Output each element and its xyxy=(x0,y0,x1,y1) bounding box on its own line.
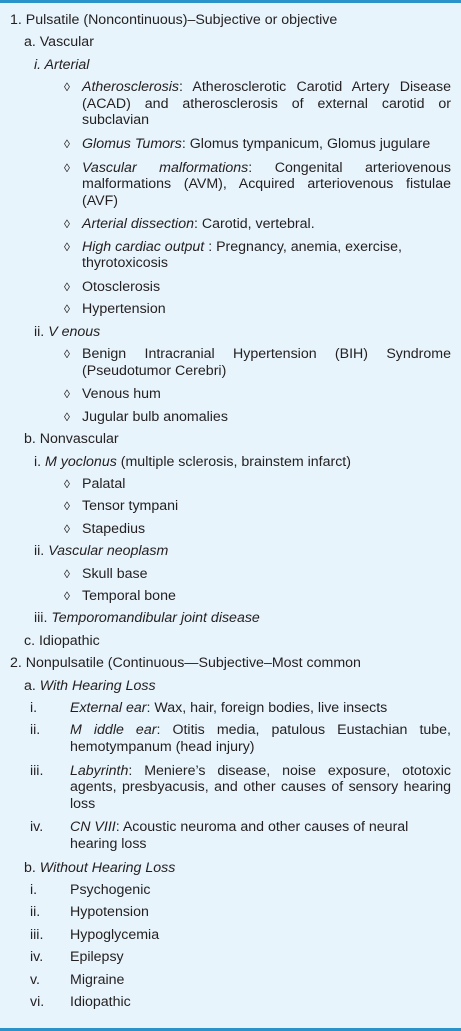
diamond-bullet-icon: ◊ xyxy=(64,347,70,362)
subheading-nonvascular: b. Nonvascular xyxy=(24,431,119,448)
list-item: vi. Idiopathic xyxy=(30,994,131,1011)
subheading-vascular-neoplasm: ii. Vascular neoplasm xyxy=(34,543,169,560)
list-item: ◊ Palatal xyxy=(10,473,451,495)
subheading-myoclonus: i. M yoclonus (multiple sclerosis, brainstem infarct) xyxy=(34,453,351,470)
list-item: ◊ Otosclerosis xyxy=(10,276,451,298)
list-item: ◊ Jugular bulb anomalies xyxy=(10,406,451,428)
subheading-with-hearing-loss: a. With Hearing Loss xyxy=(24,677,156,694)
diamond-bullet-icon: ◊ xyxy=(64,137,70,151)
list-item: ◊ Vascular malformations: Congenital arteriovenous malformations (AVM), Acquired arteriovenous fistulae (AVF) xyxy=(64,159,451,209)
list-item: v. Migraine xyxy=(30,971,125,988)
section-heading-pulsatile: 1. Pulsatile (Noncontinuous)–Subjective or objective xyxy=(10,12,338,28)
list-item: iv. CN VIII: Acoustic neuroma and other causes of neural hearing loss xyxy=(30,819,409,853)
diamond-bullet-icon: ◊ xyxy=(64,499,70,514)
list-item: ◊ Arterial dissection: Carotid, vertebral. xyxy=(10,213,451,235)
list-item: ◊ Benign Intracranial Hypertension (BIH) Syndrome (Pseudotumor Cerebri) xyxy=(64,346,451,379)
subheading-without-hearing-loss: b. Without Hearing Loss xyxy=(24,859,176,876)
section-heading-nonpulsatile: 2. Nonpulsatile (Continuous—Subjective–Most common xyxy=(10,655,361,672)
list-item: ◊ Glomus Tumors: Glomus tympanicum, Glomus jugulare xyxy=(64,136,431,152)
list-item: iii. Labyrinth: Meniere’s disease, noise exposure, ototoxic agents, presbyacusis, and other causes of sensory hearing loss xyxy=(30,762,451,812)
list-item: ◊ Hypertension xyxy=(10,298,451,320)
subheading-arterial: i. Arterial xyxy=(34,56,90,73)
list-item: ◊ Temporal bone xyxy=(10,585,451,607)
list-item: ◊ Tensor tympani xyxy=(10,495,451,517)
diamond-bullet-icon: ◊ xyxy=(64,521,70,536)
diamond-bullet-icon: ◊ xyxy=(64,279,70,294)
list-item: iv. Epilepsy xyxy=(30,949,124,966)
list-item: ◊ High cardiac output : Pregnancy, anemia, exercise, thyrotoxicosis xyxy=(64,238,402,272)
diamond-bullet-icon: ◊ xyxy=(64,217,70,232)
diamond-bullet-icon: ◊ xyxy=(64,477,70,491)
list-item: ii. M iddle ear: Otitis media, patulous Eustachian tube, hemotympanum (head injury) xyxy=(30,722,451,756)
subheading-venous: ii. V enous xyxy=(34,323,101,340)
diamond-bullet-icon: ◊ xyxy=(64,239,70,254)
diamond-bullet-icon: ◊ xyxy=(64,589,70,604)
list-item: ◊ Venous hum xyxy=(10,383,451,405)
diamond-bullet-icon: ◊ xyxy=(64,80,70,95)
diamond-bullet-icon: ◊ xyxy=(64,160,70,175)
list-item: ii. Hypotension xyxy=(30,904,149,921)
diamond-bullet-icon: ◊ xyxy=(64,566,70,581)
diamond-bullet-icon: ◊ xyxy=(64,387,70,402)
list-item: i. Psychogenic xyxy=(30,882,151,899)
list-item: i. External ear: Wax, hair, foreign bodies, live insects xyxy=(30,700,388,717)
subheading-idiopathic: c. Idiopathic xyxy=(24,632,100,649)
list-item: iii. Hypoglycemia xyxy=(30,926,160,943)
list-item: ◊ Atherosclerosis: Atherosclerotic Carotid Artery Disease (ACAD) and atherosclerosis of external carotid or subclavian xyxy=(64,79,451,129)
list-item: ◊ Skull base xyxy=(10,563,451,585)
diamond-bullet-icon: ◊ xyxy=(64,409,70,424)
subheading-tmj: iii. Temporomandibular joint disease xyxy=(34,610,260,627)
subheading-vascular: a. Vascular xyxy=(24,34,94,51)
list-item: ◊ Stapedius xyxy=(10,518,451,540)
diamond-bullet-icon: ◊ xyxy=(64,302,70,317)
